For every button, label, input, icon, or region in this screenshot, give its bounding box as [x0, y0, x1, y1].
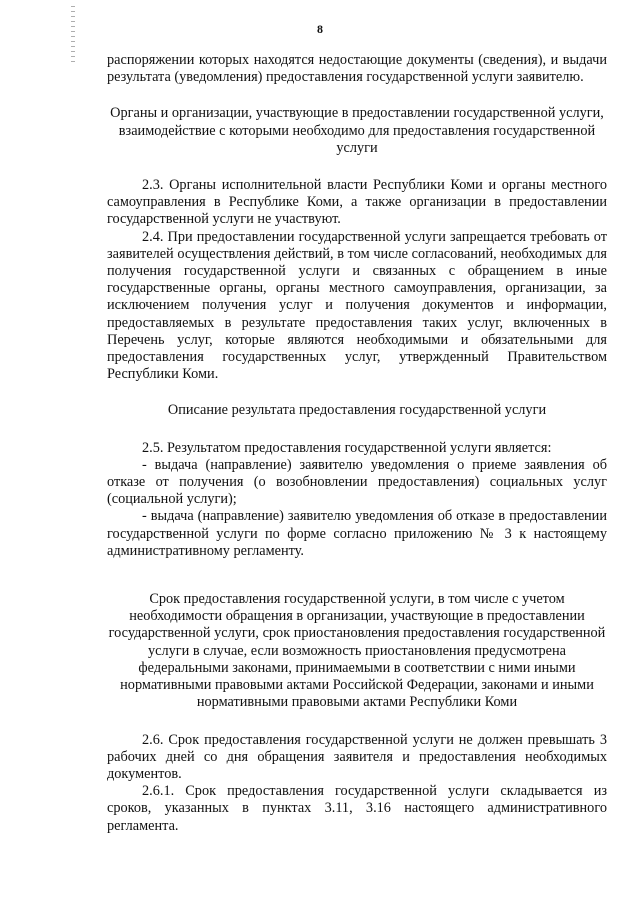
document-body	[107, 52, 607, 835]
paragraph-continuation: распоряжении которых находятся недостающие документы (сведения), и выдачи результата (уведомления) предоставления государственной услуги заявителю.	[107, 52, 607, 86]
paragraph-2-6: 2.6. Срок предоставления государственной услуги не должен превышать 3 рабочих дней со дня обращения заявителя и предоставления необходимых документов.	[107, 731, 607, 782]
paragraph-2-5-item-b: - выдача (направление) заявителю уведомления об отказе в предоставлении государственной услуги по форме согласно приложению № 3 к настоящему административному регламенту.	[107, 508, 607, 559]
section-heading-participating-organs: Органы и организации, участвующие в предоставлении государственной услуги, взаимодействие с которыми необходимо для предоставления государственной услуги	[110, 105, 604, 156]
page-number: 8	[317, 22, 323, 36]
paragraph-2-4: 2.4. При предоставлении государственной услуги запрещается требовать от заявителей осуществления действий, в том числе согласований, необходимых для получения государственной услуги и связанных с обращением в иные государственные органы, органы местного самоуправления, организации, за исключением получения услуг и получения документов и информации, предоставляемых в результате предоставления таких услуг, включенных в Перечень услуг, которые являются необходимыми и обязательными для предоставления государственных услуг, утвержденный Правительством Республики Коми.	[107, 228, 607, 383]
paragraph-2-3: 2.3. Органы исполнительной власти Республики Коми и органы местного самоуправления в Республике Коми, а также организации в предоставлении государственной услуги не участвуют.	[107, 177, 607, 228]
paragraph-2-5-item-a: - выдача (направление) заявителю уведомления о приеме заявления об отказе от получения (о возобновлении предоставления) социальных услуг (социальной услуги);	[107, 456, 607, 508]
section-heading-result-description: Описание результата предоставления государственной услуги	[167, 402, 547, 419]
paragraph-2-5: 2.5. Результатом предоставления государственной услуги является:	[142, 439, 552, 456]
section-heading-service-term: Срок предоставления государственной услуги, в том числе с учетом необходимости обращения в организации, участвующие в предоставлении государственной услуги, срок приостановления предоставления государственной услуги в случае, если возможность приостановления предусмотрена федеральными законами, принимаемыми в соответствии с ними иными нормативными правовыми актами Российской Федерации, законами и иными нормативными правовыми актами Республики Коми	[108, 591, 606, 711]
paragraph-2-6-1: 2.6.1. Срок предоставления государственной услуги складывается из сроков, указанных в пунктах 3.11, 3.16 настоящего административного регламента.	[107, 783, 607, 834]
